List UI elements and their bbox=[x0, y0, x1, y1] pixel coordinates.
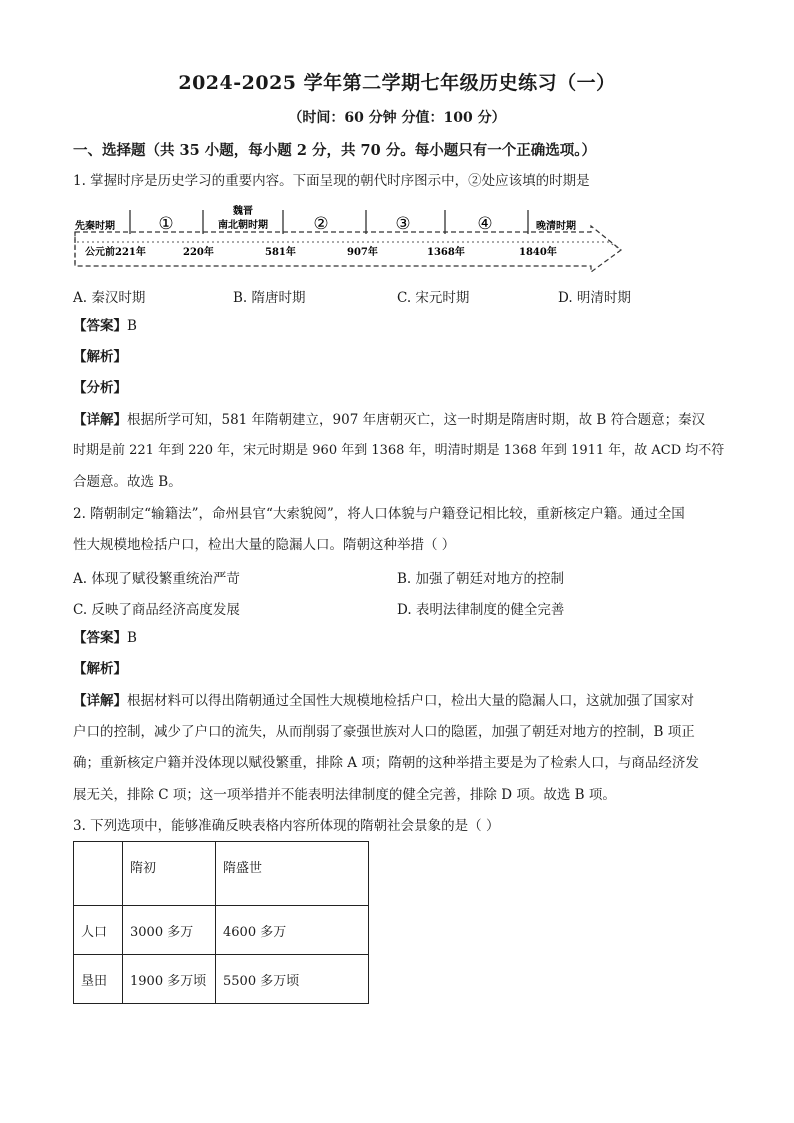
table-cell: 5500 多万顷 bbox=[216, 955, 369, 1004]
exam-meta: （时间：60 分钟 分值：100 分） bbox=[288, 110, 506, 126]
q2-stem: 2. 隋朝制定“输籍法”，命州县官“大索貌阅”，将人口体貌与户籍登记相比较，重新核定户籍。通过全国 bbox=[73, 506, 685, 522]
q2-option-b: B. 加强了朝廷对地方的控制 bbox=[397, 571, 565, 587]
timeline-year: 581年 bbox=[265, 247, 296, 258]
q2-detail-line bbox=[73, 691, 723, 711]
q2-detail-line: 户口的控制，减少了户口的流失，从而削弱了豪强世族对人口的隐匿，加强了朝廷对地方的控制，B 项正 bbox=[73, 724, 695, 740]
timeline-period-label: 南北朝时期 bbox=[218, 220, 268, 231]
answer-value: B bbox=[127, 630, 137, 646]
timeline-blank-3: ③ bbox=[395, 214, 411, 234]
table-cell: 人口 bbox=[74, 906, 123, 955]
q2-detail-line: 展无关，排除 C 项；这一项举措并不能表明法律制度的健全完善，排除 D 项。故选 B 项。 bbox=[73, 787, 616, 803]
q1-detail-line: 时期是前 221 年到 220 年，宋元时期是 960 年到 1368 年，明清时期是 1368 年到 1911 年，故 ACD 均不符 bbox=[73, 443, 725, 458]
q1-timeline-diagram bbox=[73, 204, 633, 276]
q3-data-table bbox=[73, 841, 369, 1004]
detail-text: 根据所学可知，581 年隋朝建立，907 年唐朝灭亡，这一时期是隋唐时期，故 B 符合题意；秦汉 bbox=[127, 412, 706, 428]
timeline-blank-4: ④ bbox=[477, 214, 493, 234]
section-heading: 一、选择题（共 35 小题，每小题 2 分，共 70 分。每小题只有一个正确选项。） bbox=[73, 142, 596, 159]
timeline-year: 220年 bbox=[183, 247, 214, 258]
table-cell: 1900 多万顷 bbox=[123, 955, 216, 1004]
q1-answer bbox=[73, 316, 723, 336]
q1-option-c: C. 宋元时期 bbox=[397, 290, 470, 306]
timeline-year: 1840年 bbox=[519, 247, 557, 258]
q1-option-b: B. 隋唐时期 bbox=[233, 290, 306, 306]
q1-fenxi-label: 【分析】 bbox=[73, 380, 127, 396]
q2-answer bbox=[73, 628, 723, 648]
q1-analysis-label: 【解析】 bbox=[73, 349, 127, 365]
answer-label: 【答案】 bbox=[73, 318, 127, 334]
q1-option-d: D. 明清时期 bbox=[558, 290, 631, 306]
answer-value: B bbox=[127, 318, 137, 334]
detail-text: 根据材料可以得出隋朝通过全国性大规模地检括户口，检出大量的隐漏人口，这就加强了国家对 bbox=[127, 693, 694, 709]
table-cell: 4600 多万 bbox=[216, 906, 369, 955]
table-cell: 垦田 bbox=[74, 955, 123, 1004]
timeline-period-label: 先秦时期 bbox=[75, 221, 115, 232]
q2-detail-line: 确；重新核定户籍并没体现以赋役繁重，排除 A 项；隋朝的这种举措主要是为了检索人口，与商品经济发 bbox=[73, 755, 699, 771]
table-header-cell: 隋初 bbox=[123, 842, 216, 906]
table-header-cell: 隋盛世 bbox=[216, 842, 369, 906]
timeline-blank-1: ① bbox=[158, 214, 174, 234]
timeline-year: 907年 bbox=[347, 247, 378, 258]
q1-option-a: A. 秦汉时期 bbox=[73, 290, 146, 306]
detail-label: 【详解】 bbox=[73, 412, 127, 428]
table-header-cell bbox=[74, 842, 123, 906]
answer-label: 【答案】 bbox=[73, 630, 127, 646]
timeline-year: 1368年 bbox=[427, 247, 465, 258]
timeline-blank-2: ② bbox=[313, 214, 329, 234]
table-row bbox=[74, 906, 369, 955]
q1-detail-line: 合题意。故选 B。 bbox=[73, 474, 182, 490]
q2-stem: 性大规模地检括户口，检出大量的隐漏人口。隋朝这种举措（ ） bbox=[73, 537, 456, 553]
timeline-year: 公元前221年 bbox=[85, 247, 146, 258]
page-title: 2024-2025 学年第二学期七年级历史练习（一） bbox=[178, 72, 616, 94]
q3-stem: 3. 下列选项中，能够准确反映表格内容所体现的隋朝社会景象的是（ ） bbox=[73, 818, 500, 834]
q2-analysis-label: 【解析】 bbox=[73, 661, 127, 677]
q2-option-d: D. 表明法律制度的健全完善 bbox=[397, 602, 565, 618]
q1-stem: 1. 掌握时序是历史学习的重要内容。下面呈现的朝代时序图示中，②处应该填的时期是 bbox=[73, 173, 590, 189]
q1-detail-line bbox=[73, 410, 723, 430]
q2-option-c: C. 反映了商品经济高度发展 bbox=[73, 602, 240, 618]
detail-label: 【详解】 bbox=[73, 693, 127, 709]
timeline-period-label: 晚清时期 bbox=[536, 221, 576, 232]
timeline-period-label: 魏晋 bbox=[233, 206, 253, 217]
table-header-row bbox=[74, 842, 369, 906]
table-cell: 3000 多万 bbox=[123, 906, 216, 955]
table-row bbox=[74, 955, 369, 1004]
q2-option-a: A. 体现了赋役繁重统治严苛 bbox=[73, 571, 240, 587]
